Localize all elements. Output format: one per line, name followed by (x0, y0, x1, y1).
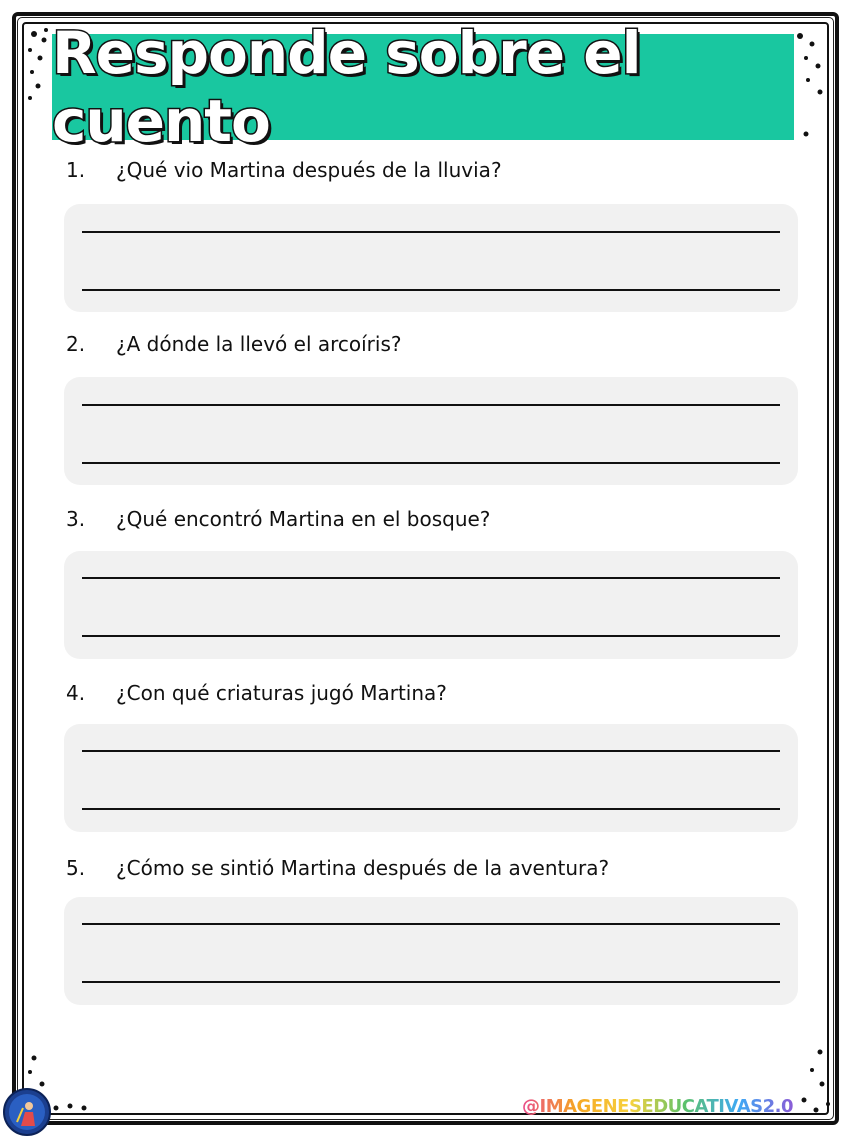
answer-line (82, 231, 780, 233)
answer-box-5[interactable] (64, 897, 798, 1005)
answer-line (82, 577, 780, 579)
question-text: ¿A dónde la llevó el arcoíris? (116, 332, 402, 356)
question-1 (66, 150, 806, 190)
question-text: ¿Qué vio Martina después de la lluvia? (116, 158, 502, 182)
answer-line (82, 404, 780, 406)
answer-box-2[interactable] (64, 377, 798, 485)
answer-line (82, 981, 780, 983)
question-5 (66, 848, 806, 888)
question-number: 3. (66, 507, 86, 531)
answer-line (82, 462, 780, 464)
question-number: 5. (66, 856, 86, 880)
question-text: ¿Cómo se sintió Martina después de la aventura? (116, 856, 610, 880)
answer-line (82, 808, 780, 810)
question-2 (66, 324, 806, 364)
answer-box-4[interactable] (64, 724, 798, 832)
question-number: 2. (66, 332, 86, 356)
question-3 (66, 499, 806, 539)
answer-line (82, 289, 780, 291)
question-number: 1. (66, 158, 86, 182)
question-text: ¿Qué encontró Martina en el bosque? (116, 507, 491, 531)
title-band (52, 19, 794, 155)
question-4 (66, 673, 806, 713)
brand-watermark: @IMAGENESEDUCATIVAS2.0 (522, 1096, 793, 1117)
teacher-logo-icon (3, 1088, 51, 1136)
question-number: 4. (66, 681, 86, 705)
question-text: ¿Con qué criaturas jugó Martina? (116, 681, 447, 705)
answer-line (82, 923, 780, 925)
answer-line (82, 635, 780, 637)
page-title: Responde sobre el cuento (52, 19, 641, 155)
answer-box-3[interactable] (64, 551, 798, 659)
answer-box-1[interactable] (64, 204, 798, 312)
answer-line (82, 750, 780, 752)
